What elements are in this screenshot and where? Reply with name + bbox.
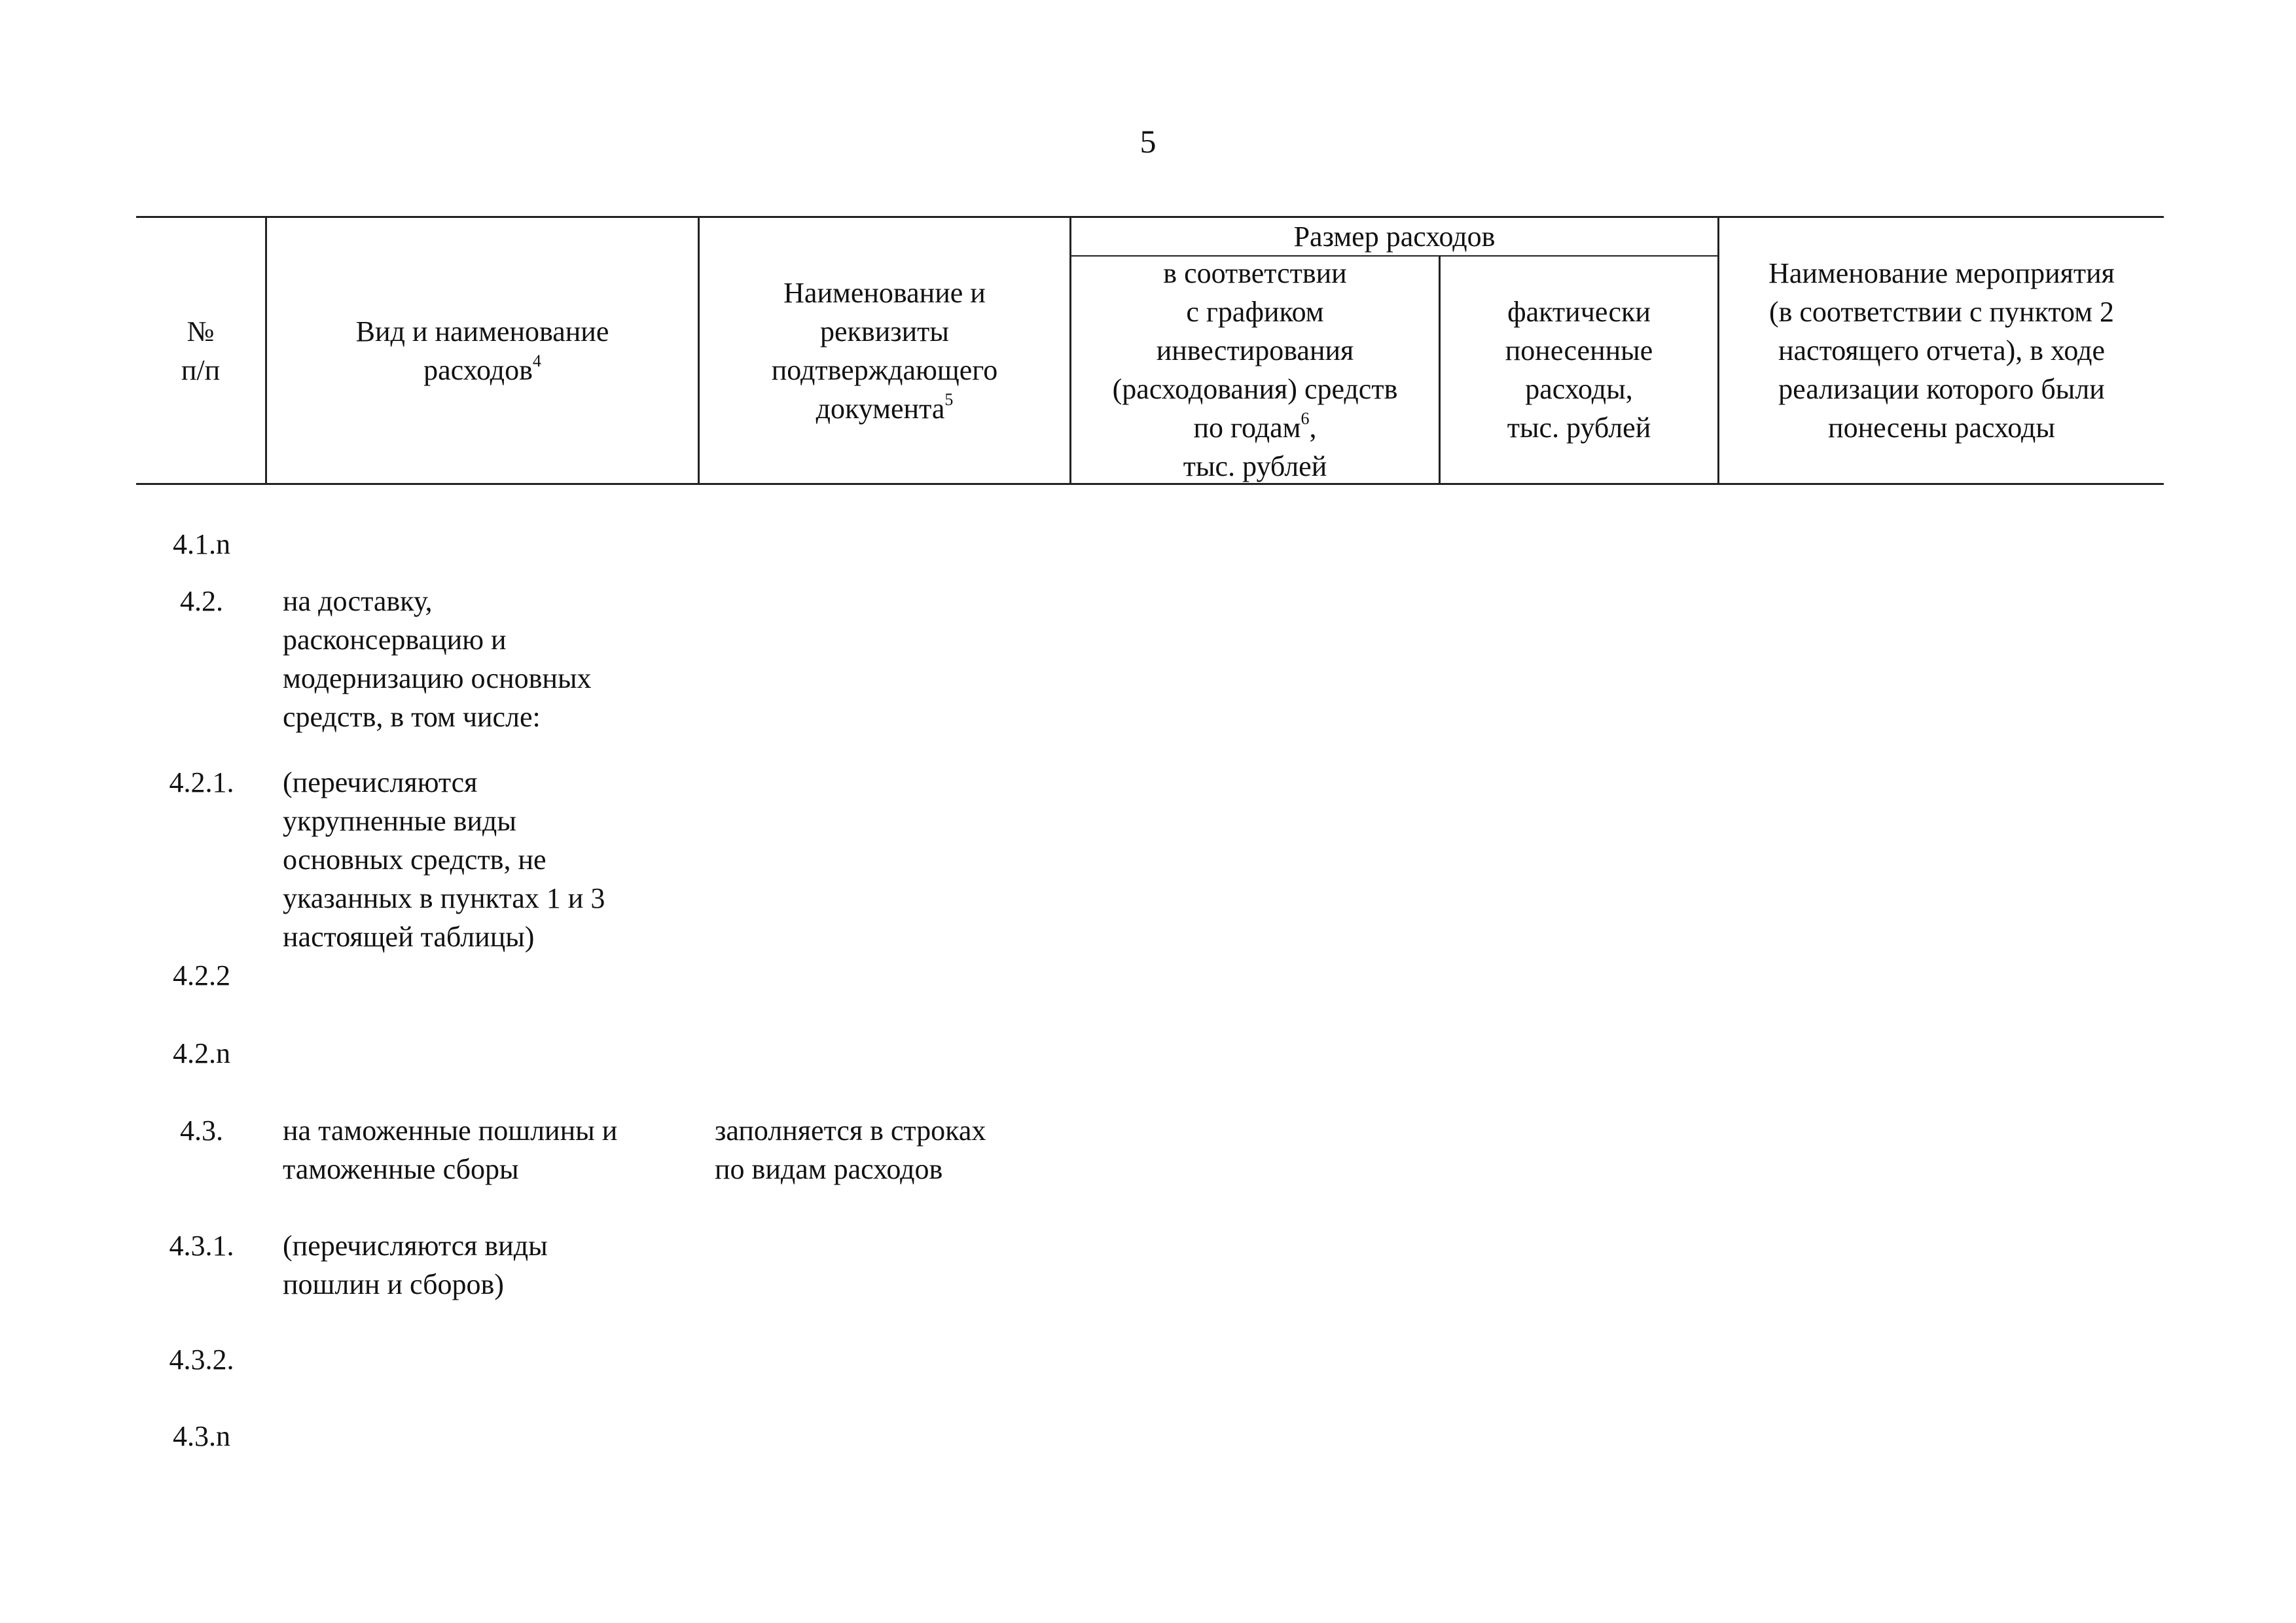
header-event: Наименование мероприятия (в соответствии с пунктом 2 настоящего отчета), в ходе реализации которого были понесены расходы: [1768, 257, 2115, 444]
row-document: заполняется в строках по видам расходов: [715, 1115, 986, 1185]
header-plan: [1071, 257, 1439, 483]
header-fact: фактически понесенные расходы, тыс. рублей: [1505, 296, 1653, 444]
row-number: 4.3.n: [173, 1420, 230, 1452]
page-number: 5: [1139, 123, 1157, 160]
header-plan-text: в соответствии с графиком инвестирования (расходования) средств по годам: [1112, 257, 1398, 444]
header-document-text: Наименование и реквизиты подтверждающего документа: [771, 276, 998, 425]
footnote-6: 6: [1300, 409, 1310, 428]
header-document: [700, 218, 1069, 483]
footnote-4: 4: [532, 351, 541, 370]
header-size: Размер расходов: [1293, 221, 1496, 253]
header-kind: [267, 218, 698, 483]
row-kind: (перечисляются укрупненные виды основных средств, не указанных в пунктах 1 и 3 настоящей таблицы): [283, 766, 605, 953]
row-kind: (перечисляются виды пошлин и сборов): [283, 1230, 548, 1300]
row-kind: на таможенные пошлины и таможенные сборы: [283, 1115, 618, 1185]
header-number: № п/п: [181, 315, 221, 386]
row-number: 4.1.n: [173, 528, 230, 560]
row-kind: на доставку, расконсервацию и модернизацию основных средств, в том числе:: [283, 585, 592, 733]
header-plan-unit: , тыс. рублей: [1183, 412, 1327, 482]
header-kind-text: Вид и наименование расходов: [355, 315, 609, 386]
row-number: 4.2.n: [173, 1037, 230, 1069]
footnote-5: 5: [944, 389, 954, 409]
row-number: 4.3.: [180, 1115, 223, 1147]
row-number: 4.2.2: [173, 959, 230, 991]
row-number: 4.2.: [180, 585, 223, 617]
row-number: 4.3.1.: [169, 1230, 234, 1262]
row-number: 4.3.2.: [169, 1344, 234, 1376]
row-number: 4.2.1.: [169, 766, 234, 798]
